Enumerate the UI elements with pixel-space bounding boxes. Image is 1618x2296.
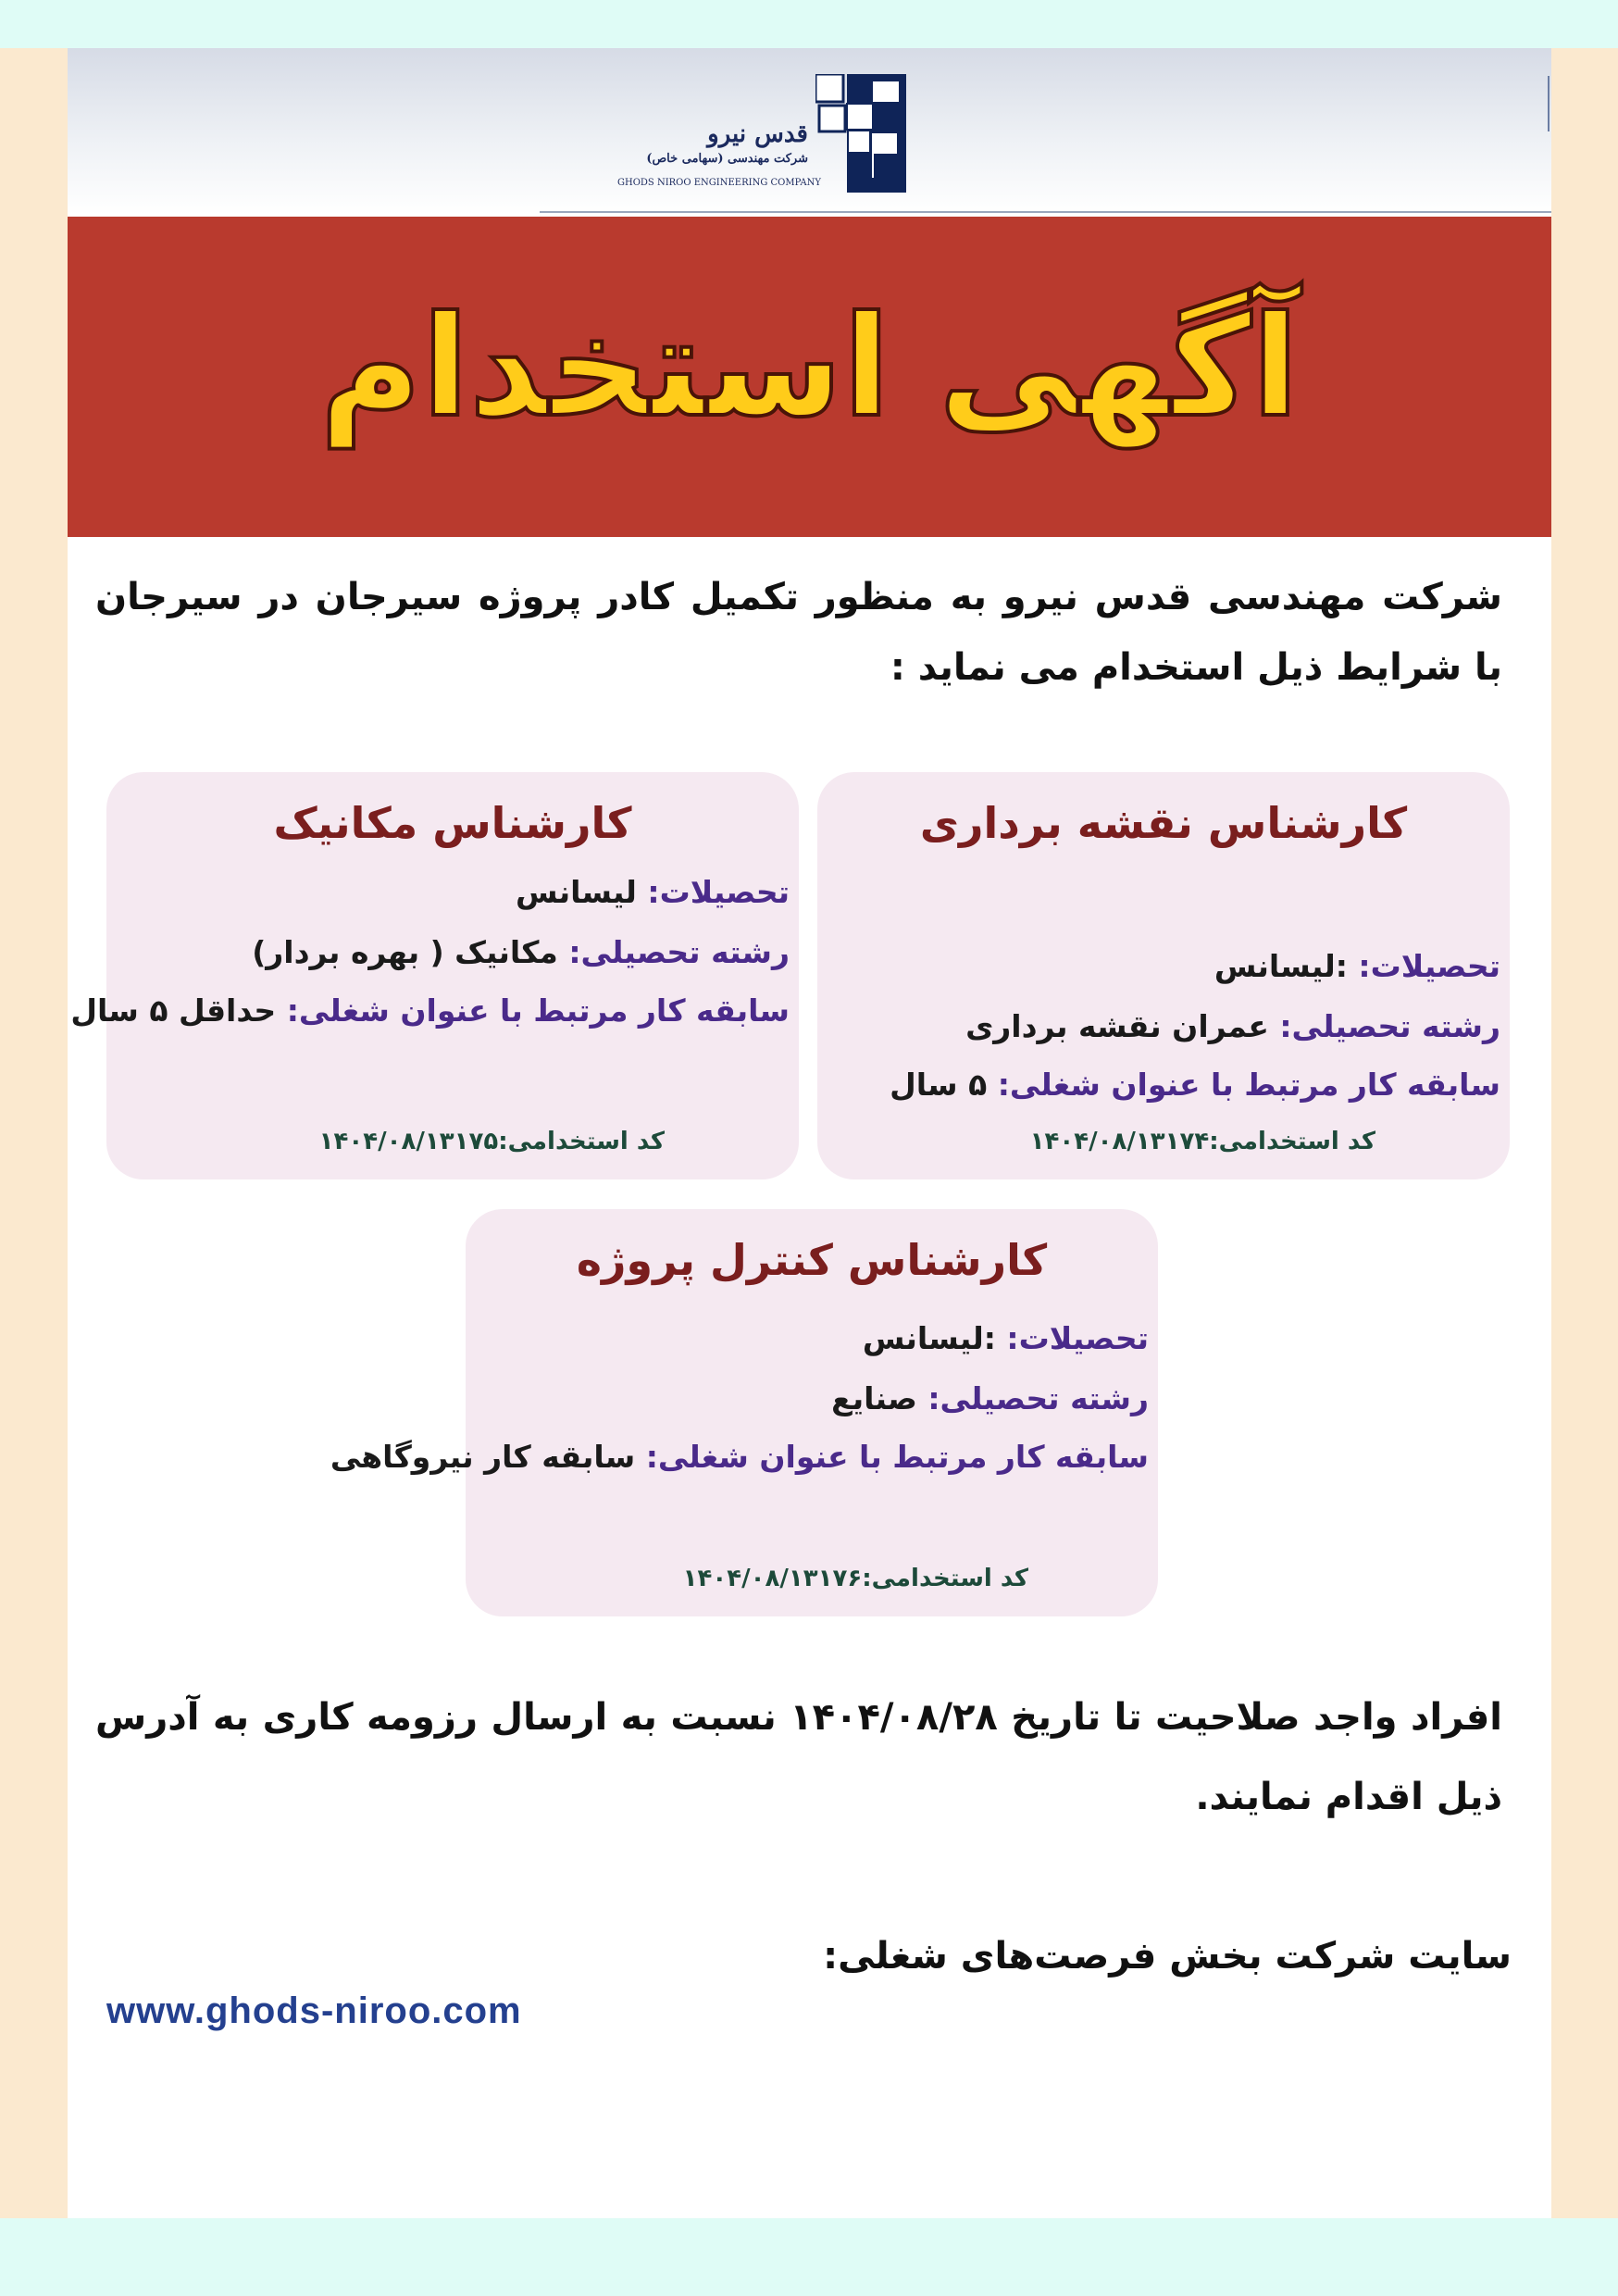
- bottom-border-strip: [0, 2218, 1618, 2296]
- experience-value: ۵ سال: [890, 1067, 988, 1103]
- education-row: [863, 1320, 1149, 1356]
- code-label: کد استخدامی:: [1209, 1128, 1375, 1155]
- employment-code: [1030, 1128, 1375, 1155]
- field-row: [965, 1008, 1500, 1044]
- company-subtitle-fa: شرکت مهندسی (سهامی خاص): [646, 152, 808, 166]
- employment-code: [319, 1128, 665, 1155]
- careers-site-label: سایت شرکت بخش فرصت‌های شغلی:: [823, 1935, 1512, 1978]
- intro-text: شرکت مهندسی قدس نیرو به منظور تکمیل کادر پروژه سیرجان در سیرجان با شرایط ذیل استخدام می نماید :: [95, 576, 1502, 689]
- experience-row: [330, 1439, 1149, 1475]
- company-name-fa: قدس نیرو: [707, 120, 808, 148]
- job-title: کارشناس نقشه برداری: [919, 798, 1408, 848]
- education-row: [516, 874, 790, 910]
- experience-value: حداقل ۵ سال: [70, 992, 277, 1029]
- field-label: رشته تحصیلی:: [927, 1380, 1149, 1416]
- job-ad-page: [68, 48, 1551, 2218]
- banner: [68, 217, 1551, 537]
- experience-row: [70, 992, 790, 1029]
- field-row: [252, 934, 790, 970]
- field-value: مکانیک ( بهره بردار): [252, 934, 558, 970]
- education-row: [1214, 948, 1500, 984]
- education-value: لیسانس: [516, 874, 637, 910]
- experience-label: سابقه کار مرتبط با عنوان شغلی:: [645, 1439, 1149, 1475]
- code-value: ۱۴۰۴/۰۸/۱۳۱۷۵: [318, 1128, 499, 1155]
- company-header: [68, 48, 1551, 215]
- experience-label: سابقه کار مرتبط با عنوان شغلی:: [997, 1067, 1500, 1103]
- field-row: [831, 1380, 1149, 1416]
- education-label: تحصیلات:: [1006, 1320, 1149, 1356]
- code-value: ۱۴۰۴/۰۸/۱۳۱۷۴: [1029, 1128, 1210, 1155]
- company-logo-icon: [815, 74, 906, 193]
- job-card-mechanical: [70, 772, 799, 1179]
- job-card-project-control: [330, 1209, 1158, 1616]
- experience-value: سابقه کار نیروگاهی: [330, 1439, 636, 1475]
- header-rule: [540, 211, 1551, 213]
- field-label: رشته تحصیلی:: [568, 934, 790, 970]
- field-label: رشته تحصیلی:: [1279, 1008, 1500, 1044]
- header-divider: [1548, 76, 1550, 131]
- education-label: تحصیلات:: [647, 874, 790, 910]
- company-name-en: GHODS NIROO ENGINEERING COMPANY: [617, 178, 821, 188]
- field-value: عمران نقشه برداری: [965, 1008, 1269, 1044]
- careers-site-link[interactable]: www.ghods-niroo.com: [106, 1990, 522, 2031]
- education-value: :لیسانس: [1214, 948, 1348, 984]
- job-title: کارشناس کنترل پروژه: [576, 1235, 1048, 1285]
- deadline-text: افراد واجد صلاحیت تا تاریخ ۱۴۰۴/۰۸/۲۸ نسبت به ارسال رزومه کاری به آدرس ذیل اقدام نمایند.: [95, 1696, 1502, 1818]
- experience-label: سابقه کار مرتبط با عنوان شغلی:: [286, 992, 790, 1029]
- education-value: :لیسانس: [862, 1320, 996, 1356]
- code-value: ۱۴۰۴/۰۸/۱۳۱۷۶: [682, 1565, 863, 1592]
- code-label: کد استخدامی:: [862, 1565, 1028, 1592]
- code-label: کد استخدامی:: [498, 1128, 665, 1155]
- job-card-surveying: [817, 772, 1510, 1179]
- job-title: کارشناس مکانیک: [273, 798, 632, 848]
- top-border-strip: [0, 0, 1618, 48]
- education-label: تحصیلات:: [1358, 948, 1500, 984]
- experience-row: [890, 1067, 1500, 1103]
- employment-code: [683, 1565, 1028, 1592]
- field-value: صنایع: [831, 1380, 917, 1416]
- banner-title: آگهی استخدام: [319, 287, 1300, 448]
